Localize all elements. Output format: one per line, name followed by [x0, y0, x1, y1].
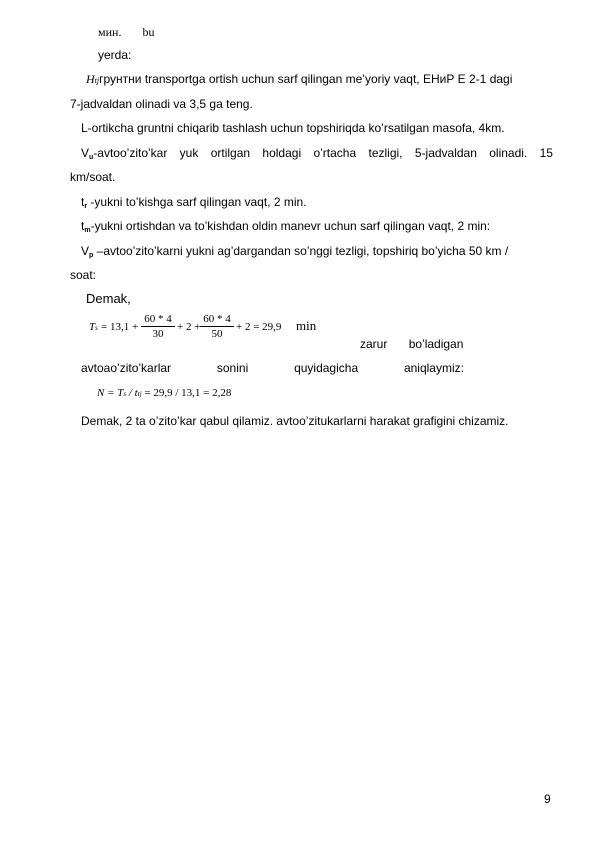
vu-symbol: V: [81, 146, 90, 160]
tm-subscript: m: [84, 227, 91, 234]
formula-ts-lhs: [89, 321, 98, 334]
tr-symbol: t: [81, 195, 85, 209]
word-bu: bu: [142, 25, 155, 39]
vp-symbol: V: [81, 244, 90, 258]
page-number: 9: [544, 792, 551, 806]
paragraph-vp-cont: soat:: [70, 268, 97, 282]
vu-word-first: -avtoo’zito’kar: [93, 146, 168, 160]
formula-n-rhs: = 29,9 / 13,1 = 2,28: [141, 387, 232, 399]
unit-min: мин.: [98, 25, 122, 39]
tr-subscript: r: [84, 203, 88, 210]
fraction-1-numerator: 60 * 4: [144, 313, 172, 325]
tr-text: -yukni to’kishga sarf qilingan vaqt, 2 min.: [90, 195, 307, 209]
unit-line: [98, 25, 154, 39]
formula-ts-plus: + 2 +: [177, 321, 201, 333]
fraction-1-denominator: 30: [152, 328, 164, 340]
formula-ts-tail: + 2 = 29,9: [236, 321, 282, 333]
vp-subscript: p: [89, 252, 94, 259]
paragraph-l: L-ortikcha gruntni chiqarib tashlash uchun topshiriqda ko’rsatilgan masofa, 4km.: [81, 121, 505, 135]
paragraph-hnorm: [86, 72, 512, 88]
paragraph-vu: [81, 146, 553, 165]
ts-symbol: T: [89, 321, 96, 333]
paragraph-tr: [81, 195, 307, 214]
paragraph-avtoao: [81, 361, 464, 375]
hnorm-subscript: tj: [94, 76, 100, 85]
tm-symbol: t: [81, 219, 85, 233]
vu-words-0: [81, 146, 167, 165]
formula-n-lhs: N = T: [97, 387, 124, 399]
p7-word: quyidagicha: [294, 361, 359, 375]
paragraph-vu-cont: km/soat.: [70, 170, 116, 184]
paragraph-vp: [81, 244, 508, 263]
hnorm-text: грунтни transportga ortish uchun sarf qilingan me’yoriy vaqt, ЕНиР Е 2-1 dagi: [99, 72, 513, 86]
vu-word: 15: [539, 146, 553, 160]
vu-word: 5-jadvaldan: [414, 146, 477, 160]
paragraph-tm: [81, 219, 490, 238]
formula-fraction-2: [200, 313, 234, 340]
ts-subscript: s: [95, 324, 98, 332]
p7-word: avtoao’zito’karlar: [81, 361, 172, 375]
vu-subscript: u: [89, 154, 94, 161]
vp-text: –avtoo’zito’karni yukni ag’dargandan so’nggi tezligi, topshiriq bo’yicha 50 km /: [96, 244, 509, 258]
fraction-2-denominator: 50: [211, 328, 223, 340]
demak-label: Demak,: [86, 291, 131, 306]
vu-word: holdagi: [262, 146, 302, 160]
fraction-2-numerator: 60 * 4: [203, 313, 231, 325]
paragraph-zarur: [360, 337, 463, 351]
conclusion: Demak, 2 ta o’zito’kar qabul qilamiz. avtoo’zitukarlarni harakat grafigini chizamiz.: [81, 414, 509, 428]
vu-word: o’rtacha: [313, 146, 357, 160]
word-zarur: zarur: [360, 337, 388, 351]
p7-word: sonini: [216, 361, 249, 375]
vu-word: olinadi.: [489, 146, 528, 160]
formula-n-sub2: tj: [137, 390, 142, 398]
vu-word: ortilgan: [210, 146, 251, 160]
yerda-label: yerda:: [98, 48, 132, 62]
word-boladigan: bo’ladigan: [408, 337, 464, 351]
formula-fraction-1: [141, 313, 175, 340]
tm-text: -yukni ortishdan va to’kishdan oldin manevr uchun sarf qilingan vaqt, 2 min:: [90, 219, 491, 233]
formula-n: [97, 387, 231, 400]
vu-word: tezligi,: [368, 146, 403, 160]
vu-word: yuk: [179, 146, 199, 160]
hnorm-symbol: Н: [86, 72, 95, 86]
paragraph-hnorm-cont: 7-jadvaldan olinadi va 3,5 ga teng.: [70, 97, 253, 111]
p7-word: aniqlaymiz:: [403, 361, 464, 375]
formula-n-mid: / t: [126, 387, 138, 399]
formula-n-sub1: s: [123, 390, 127, 398]
formula-ts-prefix: = 13,1 +: [101, 321, 139, 333]
formula-ts-unit: min: [296, 318, 317, 333]
